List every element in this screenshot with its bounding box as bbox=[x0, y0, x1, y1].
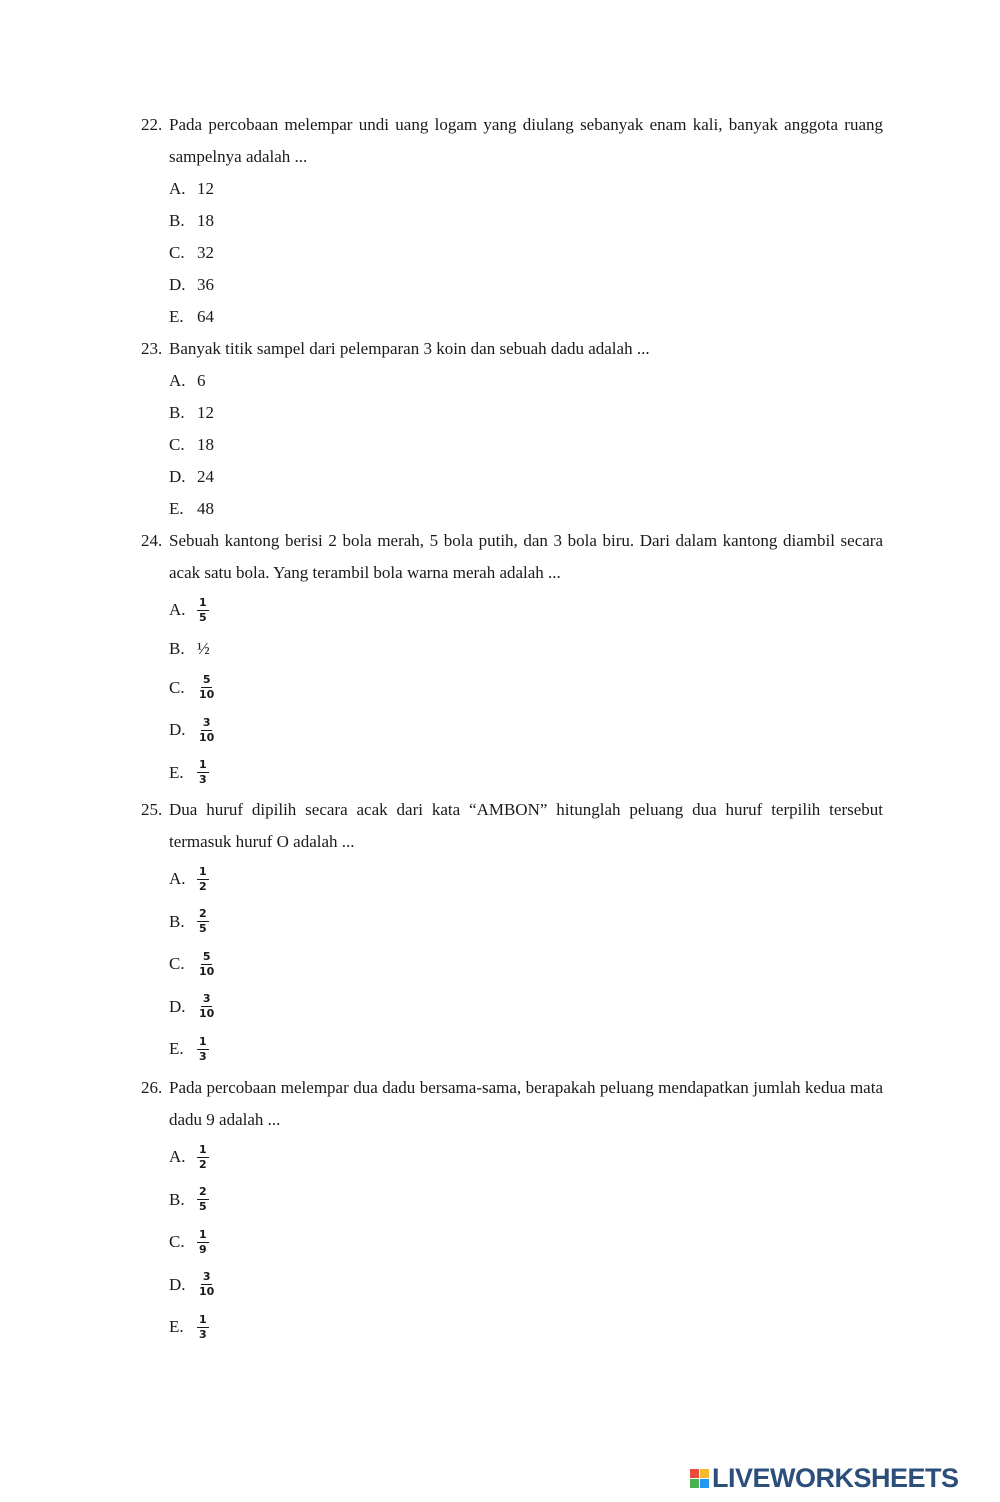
option-a[interactable] bbox=[169, 1136, 883, 1179]
fraction bbox=[197, 1271, 216, 1298]
fraction-numerator: 1 bbox=[199, 1142, 207, 1156]
fraction bbox=[197, 908, 209, 935]
fraction-numerator: 2 bbox=[199, 907, 207, 921]
question-stem: Banyak titik sampel dari pelemparan 3 koin dan sebuah dadu adalah ... bbox=[169, 339, 650, 358]
fraction-denominator: 10 bbox=[199, 1285, 215, 1299]
option-letter: D. bbox=[169, 1274, 186, 1294]
option-c[interactable] bbox=[169, 667, 883, 710]
logo-square-blue bbox=[700, 1479, 709, 1488]
fraction bbox=[197, 866, 209, 893]
option-letter: B. bbox=[169, 911, 185, 931]
option-value: 48 bbox=[197, 499, 214, 518]
option-e[interactable] bbox=[169, 752, 883, 795]
option-list bbox=[141, 858, 883, 1071]
option-c[interactable] bbox=[169, 237, 883, 269]
question-22 bbox=[141, 109, 883, 333]
fraction-denominator: 5 bbox=[199, 1200, 207, 1214]
option-value: 12 bbox=[197, 179, 214, 198]
fraction bbox=[197, 1144, 209, 1171]
question-23 bbox=[141, 333, 883, 525]
question-number: 25. bbox=[141, 800, 163, 819]
option-letter: C. bbox=[169, 1232, 185, 1252]
option-list bbox=[141, 589, 883, 794]
option-letter: A. bbox=[169, 1147, 186, 1167]
fraction-denominator: 2 bbox=[199, 879, 207, 893]
liveworksheets-logo[interactable] bbox=[690, 1462, 959, 1494]
question-text bbox=[141, 1072, 883, 1136]
fraction-denominator: 10 bbox=[199, 1007, 215, 1021]
option-value: 18 bbox=[197, 435, 214, 454]
option-a[interactable] bbox=[169, 365, 883, 397]
option-a[interactable] bbox=[169, 173, 883, 205]
option-b[interactable] bbox=[169, 901, 883, 944]
option-value: 24 bbox=[197, 467, 214, 486]
fraction bbox=[197, 597, 209, 624]
fraction bbox=[197, 951, 216, 978]
fraction bbox=[197, 717, 216, 744]
fraction-denominator: 3 bbox=[199, 773, 207, 787]
logo-square-yellow bbox=[700, 1469, 709, 1478]
option-e[interactable] bbox=[169, 1028, 883, 1071]
option-value: 18 bbox=[197, 211, 214, 230]
option-letter: A. bbox=[169, 371, 186, 390]
option-value: ½ bbox=[197, 639, 210, 658]
question-stem: Pada percobaan melempar dua dadu bersama-sama, berapakah peluang mendapatkan jumlah kedua mata dadu 9 adalah ... bbox=[169, 1078, 883, 1129]
option-letter: B. bbox=[169, 211, 185, 230]
logo-square-green bbox=[690, 1479, 699, 1488]
question-stem: Pada percobaan melempar undi uang logam yang diulang sebanyak enam kali, banyak anggota ruang sampelnya adalah ... bbox=[169, 115, 883, 166]
option-list bbox=[141, 173, 883, 333]
option-list bbox=[141, 1136, 883, 1349]
fraction bbox=[197, 1314, 209, 1341]
option-letter: E. bbox=[169, 307, 184, 326]
liveworksheets-logo-text: LIVEWORKSHEETS bbox=[712, 1462, 959, 1493]
option-letter: D. bbox=[169, 467, 186, 486]
fraction-numerator: 1 bbox=[199, 1227, 207, 1241]
fraction bbox=[197, 674, 216, 701]
option-d[interactable] bbox=[169, 1264, 883, 1307]
option-e[interactable] bbox=[169, 493, 883, 525]
option-letter: B. bbox=[169, 639, 185, 658]
option-letter: D. bbox=[169, 996, 186, 1016]
fraction bbox=[197, 1036, 209, 1063]
option-b[interactable] bbox=[169, 632, 883, 667]
fraction-numerator: 2 bbox=[199, 1185, 207, 1199]
option-letter: E. bbox=[169, 1039, 184, 1059]
option-d[interactable] bbox=[169, 461, 883, 493]
option-c[interactable] bbox=[169, 429, 883, 461]
option-b[interactable] bbox=[169, 397, 883, 429]
option-letter: A. bbox=[169, 869, 186, 889]
option-value: 36 bbox=[197, 275, 214, 294]
option-a[interactable] bbox=[169, 589, 883, 632]
option-letter: E. bbox=[169, 762, 184, 782]
option-value: 6 bbox=[197, 371, 206, 390]
fraction bbox=[197, 759, 209, 786]
fraction-denominator: 10 bbox=[199, 730, 215, 744]
question-stem: Sebuah kantong berisi 2 bola merah, 5 bola putih, dan 3 bola biru. Dari dalam kantong diambil secara acak satu bola. Yang terambil bola warna merah adalah ... bbox=[169, 531, 883, 582]
fraction-numerator: 5 bbox=[202, 949, 211, 963]
option-b[interactable] bbox=[169, 1179, 883, 1222]
fraction-denominator: 5 bbox=[199, 610, 207, 624]
fraction-numerator: 5 bbox=[202, 673, 211, 687]
liveworksheets-logo-icon bbox=[690, 1469, 709, 1488]
question-25 bbox=[141, 794, 883, 1071]
option-c[interactable] bbox=[169, 1221, 883, 1264]
option-b[interactable] bbox=[169, 205, 883, 237]
fraction-numerator: 1 bbox=[199, 1312, 207, 1326]
question-number: 22. bbox=[141, 115, 163, 134]
option-list bbox=[141, 365, 883, 525]
option-d[interactable] bbox=[169, 709, 883, 752]
question-text bbox=[141, 794, 883, 858]
fraction-numerator: 1 bbox=[199, 595, 207, 609]
option-a[interactable] bbox=[169, 858, 883, 901]
option-letter: E. bbox=[169, 1317, 184, 1337]
fraction-numerator: 3 bbox=[202, 992, 211, 1006]
option-letter: C. bbox=[169, 954, 185, 974]
option-letter: C. bbox=[169, 677, 185, 697]
option-c[interactable] bbox=[169, 943, 883, 986]
logo-square-red bbox=[690, 1469, 699, 1478]
option-letter: A. bbox=[169, 179, 186, 198]
question-text bbox=[141, 109, 883, 173]
fraction-numerator: 3 bbox=[202, 1270, 211, 1284]
fraction-numerator: 1 bbox=[199, 1034, 207, 1048]
option-letter: C. bbox=[169, 243, 185, 262]
option-d[interactable] bbox=[169, 269, 883, 301]
question-26 bbox=[141, 1072, 883, 1349]
option-d[interactable] bbox=[169, 986, 883, 1029]
option-value: 32 bbox=[197, 243, 214, 262]
question-text bbox=[141, 525, 883, 589]
question-number: 24. bbox=[141, 531, 163, 550]
fraction-numerator: 1 bbox=[199, 758, 207, 772]
option-letter: A. bbox=[169, 600, 186, 620]
fraction bbox=[197, 993, 216, 1020]
fraction bbox=[197, 1186, 209, 1213]
option-value: 12 bbox=[197, 403, 214, 422]
fraction-denominator: 10 bbox=[199, 688, 215, 702]
fraction bbox=[197, 1229, 209, 1256]
fraction-denominator: 10 bbox=[199, 964, 215, 978]
fraction-denominator: 5 bbox=[199, 922, 207, 936]
option-value: 64 bbox=[197, 307, 214, 326]
fraction-numerator: 1 bbox=[199, 864, 207, 878]
fraction-denominator: 3 bbox=[199, 1049, 207, 1063]
option-e[interactable] bbox=[169, 1306, 883, 1349]
option-letter: B. bbox=[169, 1189, 185, 1209]
question-24 bbox=[141, 525, 883, 794]
option-e[interactable] bbox=[169, 301, 883, 333]
question-stem: Dua huruf dipilih secara acak dari kata “AMBON” hitunglah peluang dua huruf terpilih tersebut termasuk huruf O adalah ... bbox=[169, 800, 883, 851]
fraction-denominator: 2 bbox=[199, 1157, 207, 1171]
question-text bbox=[141, 333, 883, 365]
option-letter: E. bbox=[169, 499, 184, 518]
question-number: 26. bbox=[141, 1078, 163, 1097]
option-letter: B. bbox=[169, 403, 185, 422]
option-letter: D. bbox=[169, 275, 186, 294]
option-letter: D. bbox=[169, 720, 186, 740]
question-number: 23. bbox=[141, 339, 163, 358]
option-letter: C. bbox=[169, 435, 185, 454]
fraction-denominator: 9 bbox=[199, 1242, 207, 1256]
fraction-numerator: 3 bbox=[202, 715, 211, 729]
fraction-denominator: 3 bbox=[199, 1327, 207, 1341]
